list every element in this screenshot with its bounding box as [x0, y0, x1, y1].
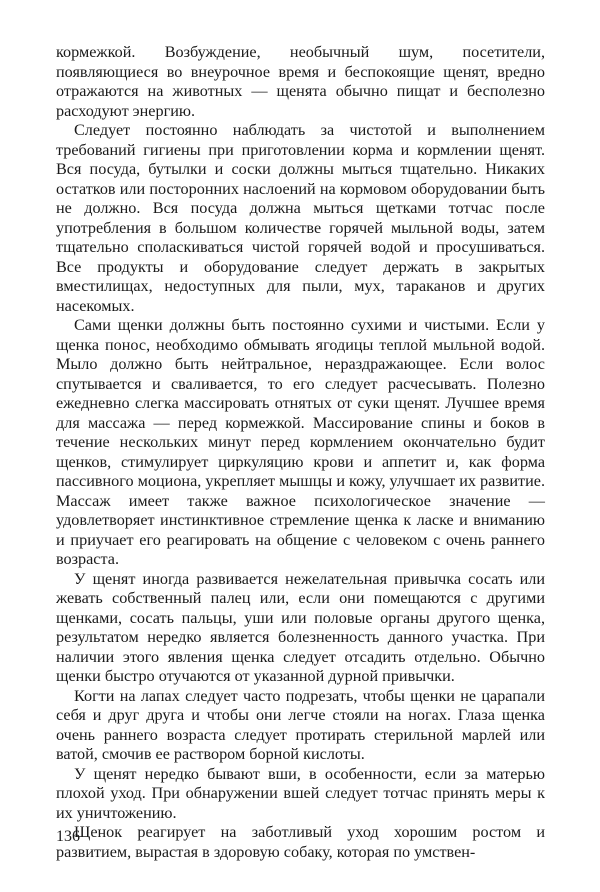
- page-body: [56, 43, 545, 862]
- page-number: 136: [56, 828, 80, 845]
- paragraph-3: Сами щенки должны быть постоянно сухими и чистыми. Если у щенка понос, необходимо обмывать ягодицы теплой мыльной водой. Мыло должно быть нейтральное, нераздражающее. Если волос спутывается и сваливается, то его следует расчесывать. Полезно ежедневно слегка массировать отнятых от суки щенят. Лучшее время для массажа — перед кормежкой. Массирование спины и боков в течение нескольких минут перед кормлением окончательно будит щенков, стимулирует циркуляцию крови и аппетит и, как форма пассивного моциона, укрепляет мышцы и кожу, улучшает их развитие. Массаж имеет также важное психологическое значение — удовлетворяет инстинктивное стремление щенка к ласке и вниманию и приучает его реагировать на общение с человеком с очень раннего возраста.: [56, 316, 545, 568]
- paragraph-4: У щенят иногда развивается нежелательная привычка сосать или жевать собственный палец или, если они помещаются с другими щенками, сосать пальцы, уши или половые органы другого щенка, результатом нередко является болезненность данного участка. При наличии этого явления щенка следует отсадить отдельно. Обычно щенки быстро отучаются от указанной дурной привычки.: [56, 569, 545, 685]
- paragraph-7: Щенок реагирует на заботливый уход хорошим ростом и развитием, вырастая в здоровую собаку, которая по умствен-: [56, 823, 545, 861]
- paragraph-2: Следует постоянно наблюдать за чистотой и выполнением требований гигиены при приготовлении корма и кормлении щенят. Вся посуда, бутылки и соски должны мыться тщательно. Никаких остатков или посторонних наслоений на кормовом оборудовании быть не должно. Вся посуда должна мыться щетками тотчас после употребления в большом количестве горячей мыльной воды, затем тщательно споласкиваться чистой горячей водой и просушиваться. Все продукты и оборудование следует держать в закрытых вместилищах, недоступных для пыли, мух, тараканов и других насекомых.: [56, 121, 545, 315]
- paragraph-5: Когти на лапах следует часто подрезать, чтобы щенки не царапали себя и друг друга и чтобы они легче стояли на ногах. Глаза щенка очень раннего возраста следует протирать стерильной марлей или ватой, смочив ее раствором борной кислоты.: [56, 686, 545, 763]
- paragraph-6: У щенят нередко бывают вши, в особенности, если за матерью плохой уход. При обнаружении вшей следует тотчас принять меры к их уничтожению.: [56, 764, 545, 822]
- paragraph-1: кормежкой. Возбуждение, необычный шум, посетители, появляющиеся во внеурочное время и беспокоящие щенят, вредно отражаются на животных — щенята обычно пищат и бесполезно расходуют энергию.: [56, 43, 545, 120]
